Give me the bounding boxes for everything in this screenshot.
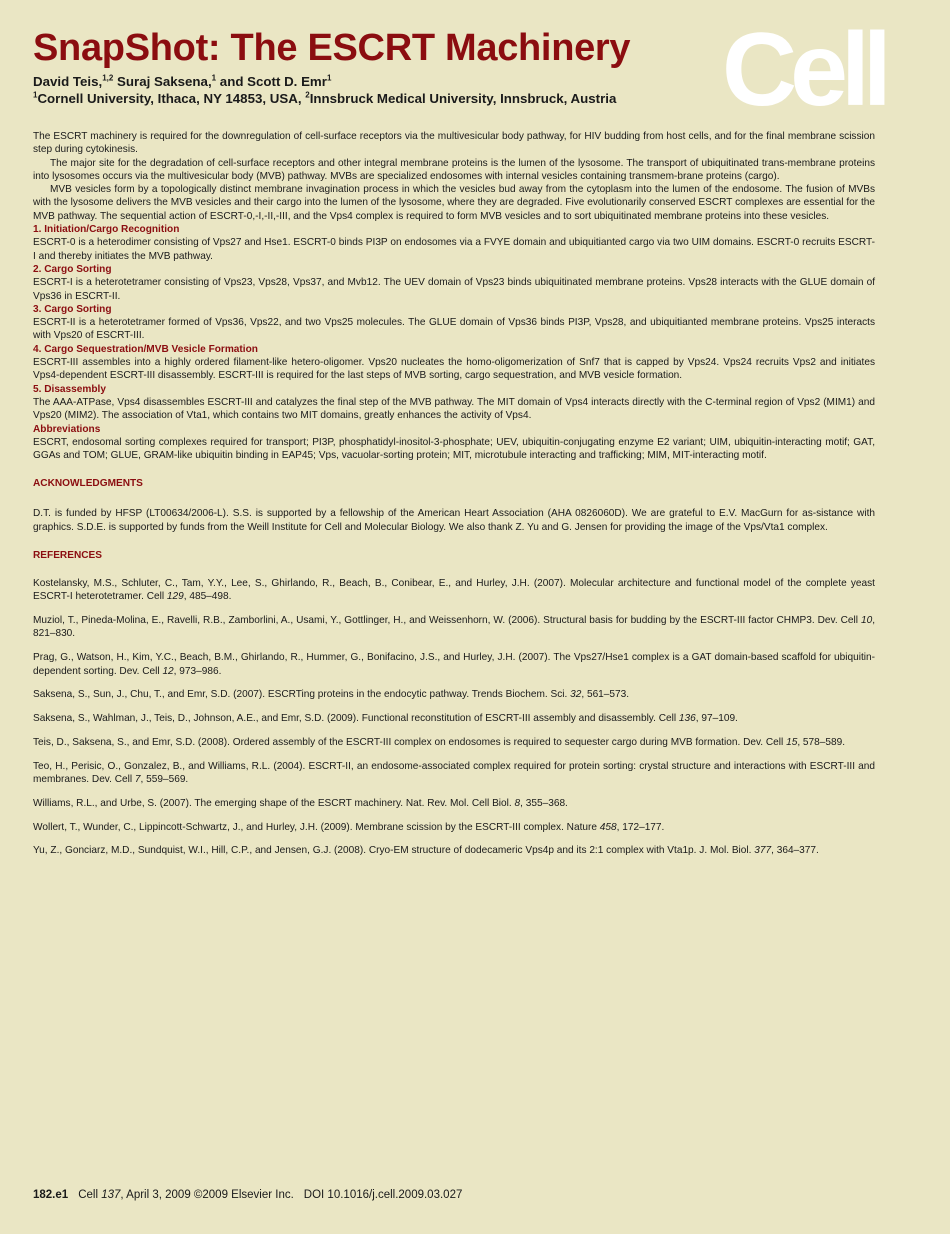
author-2: Suraj Saksena,: [113, 74, 212, 89]
author-3: and Scott D. Emr: [216, 74, 327, 89]
reference-item: Prag, G., Watson, H., Kim, Y.C., Beach, B.M., Ghirlando, R., Hummer, G., Bonifacino, J.S., and Hurley, J.H. (2007). The Vps27/Hse1 complex is a GAT domain-based scaffold for ubiquitin-dependent sorting. Dev. Cell 12, 973–986.: [33, 652, 875, 677]
author-3-affil: 1: [326, 73, 332, 83]
affil-1: Cornell University, Ithaca, NY 14853, USA,: [37, 91, 306, 106]
affil-2-marker: 2: [305, 90, 310, 100]
issue-date: , April 3, 2009 ©2009 Elsevier Inc.: [120, 1189, 294, 1201]
affil-2: Innsbruck Medical University, Innsbruck, Austria: [309, 91, 617, 106]
article: [33, 28, 875, 868]
references-heading: REFERENCES: [33, 550, 102, 562]
journal-name: Cell: [78, 1189, 102, 1201]
acknowledgments-heading: ACKNOWLEDGMENTS: [33, 478, 143, 490]
article-body: [33, 130, 875, 462]
reference-item: Muziol, T., Pineda-Molina, E., Ravelli, R.B., Zamborlini, A., Usami, Y., Gottlinger, H., and Weissenhorn, W. (2006). Structural basis for budding by the ESCRT-III factor CHMP3. Dev. Cell 10, 821–830.: [33, 615, 875, 640]
reference-item: Saksena, S., Sun, J., Chu, T., and Emr, S.D. (2007). ESCRTing proteins in the endocytic pathway. Trends Biochem. Sci. 32, 561–573.: [33, 689, 630, 701]
section-heading: 3. Cargo Sorting: [33, 303, 112, 315]
section-text: ESCRT, endosomal sorting complexes required for transport; PI3P, phosphatidyl-inositol-3-phosphate; UEV, ubiquitin-conjugating enzyme E2 variant; UIM, ubiquitin-interacting motif; GAT, GGAs and TOM; GLUE, GRAM-like ubiquitin binding in EAP45; Vps, vacuolar-sorting protein; MIT, microtubule interacting and trafficking; MIM, MIT-interacting motif.: [33, 436, 875, 462]
reference-item: Yu, Z., Gonciarz, M.D., Sundquist, W.I., Hill, C.P., and Jensen, G.J. (2008). Cryo-EM structure of dodecameric Vps4p and its 2:1 complex with Vta1p. J. Mol. Biol. 377, 364–377.: [33, 845, 819, 857]
reference-item: Saksena, S., Wahlman, J., Teis, D., Johnson, A.E., and Emr, S.D. (2009). Functional reconstitution of ESCRT-III assembly and disassembly. Cell 136, 97–109.: [33, 713, 738, 725]
reference-item: Williams, R.L., and Urbe, S. (2007). The emerging shape of the ESCRT machinery. Nat. Rev. Mol. Cell Biol. 8, 355–368.: [33, 797, 568, 809]
page-footer: [33, 1188, 462, 1202]
author-1-affil: 1,2: [102, 73, 114, 83]
authors: [33, 73, 875, 90]
reference-item: Wollert, T., Wunder, C., Lippincott-Schwartz, J., and Hurley, J.H. (2009). Membrane scission by the ESCRT-III complex. Nature 458, 172–177.: [33, 821, 665, 833]
reference-item: Teo, H., Perisic, O., Gonzalez, B., and Williams, R.L. (2004). ESCRT-II, an endosome-associated complex required for protein sorting: crystal structure and interactions with ESCRT-III and membranes. Dev. Cell 7, 559–569.: [33, 760, 875, 785]
affiliations: [33, 90, 875, 107]
author-2-affil: 1: [211, 73, 217, 83]
cell-logo: Cell: [722, 12, 885, 128]
acknowledgments-text: D.T. is funded by HFSP (LT00634/2006-L). S.S. is supported by a fellowship of the American Heart Association (AHA 0826060D). We are grateful to E.V. MacGurn for as-sistance with graphics. S.D.E. is supported by funds from the Weill Institute for Cell and Molecular Biology. We also thank Z. Yu and G. Jensen for providing the image of the Vps/Vta1 complex.: [33, 508, 875, 533]
affil-1-marker: 1: [33, 90, 38, 100]
intro-paragraph-1: The ESCRT machinery is required for the downregulation of cell-surface receptors via the multivesicular body pathway, for HIV budding from host cells, and for the final membrane scission step during cytokinesis.: [33, 131, 875, 156]
intro-paragraph-3: MVB vesicles form by a topologically distinct membrane invagination process in which the vesicles bud away from the cytoplasm into the lumen of the endosome. The fusion of MVBs with the lysosome delivers the MVB vesicles and their cargo into the lumen of the lysosome, where they are degraded. Five evolutionarily conserved ESCRT complexes are essential for the MVB pathway. The sequential action of ESCRT-0,-I,-II,-III, and the Vps4 complex is required to form MVB vesicles and to sort ubiquitinated membrane proteins into these vesicles.: [33, 184, 875, 222]
journal-volume: 137: [101, 1189, 121, 1201]
reference-list: [33, 577, 875, 858]
page-title: SnapShot: The ESCRT Machinery: [33, 27, 631, 69]
intro-paragraph-2: The major site for the degradation of cell-surface receptors and other integral membrane proteins is the lumen of the lysosome. The transport of ubiquitinated trans-membrane proteins into lysosomes occurs via the multivesicular body (MVB) pathway. MVBs are specialized endosomes with internal vesicles containing transmem-brane proteins (cargo).: [33, 157, 875, 182]
doi: DOI 10.1016/j.cell.2009.03.027: [303, 1189, 463, 1201]
author-1: David Teis,: [33, 74, 103, 89]
section-heading: 2. Cargo Sorting: [33, 263, 112, 275]
section-text: ESCRT-II is a heterotetramer formed of Vps36, Vps22, and two Vps25 molecules. The GLUE domain of Vps36 binds PI3P, Vps28, and ubiquitianted membrane proteins. Vps25 interacts with Vps20 of ESCRT-III.: [33, 317, 875, 342]
section-text: The AAA-ATPase, Vps4 disassembles ESCRT-III and catalyzes the final step of the MVB pathway. The MIT domain of Vps4 interacts directly with the C-terminal region of Vps2 (MIM1) and Vps20 (MIM2). The association of Vta1, which contains two MIT domains, greatly enhances the activity of Vps4.: [33, 396, 875, 422]
reference-item: Teis, D., Saksena, S., and Emr, S.D. (2008). Ordered assembly of the ESCRT-III complex on endosomes is required to sequester cargo during MVB formation. Dev. Cell 15, 578–589.: [33, 736, 846, 748]
section-heading: 4. Cargo Sequestration/MVB Vesicle Formation: [33, 343, 258, 355]
section-heading: 1. Initiation/Cargo Recognition: [33, 224, 180, 236]
reference-item: Kostelansky, M.S., Schluter, C., Tam, Y.Y., Lee, S., Ghirlando, R., Beach, B., Conibear, E., and Hurley, J.H. (2007). Molecular architecture and functional model of the complete yeast ESCRT-I heterotetramer. Cell 129, 485–498.: [33, 578, 875, 603]
section-heading: Abbreviations: [33, 423, 101, 435]
section-heading: 5. Disassembly: [33, 383, 106, 395]
section-text: ESCRT-I is a heterotetramer consisting of Vps23, Vps28, Vps37, and Mvb12. The UEV domain of Vps23 binds ubiquitinated membrane proteins. Vps28 interacts with the GLUE domain of Vps36 in ESCRT-II.: [33, 277, 875, 302]
section-text: ESCRT-0 is a heterodimer consisting of Vps27 and Hse1. ESCRT-0 binds PI3P on endosomes via a FVYE domain and ubiquitianted cargo via two UIM domains. ESCRT-0 recruits ESCRT-I and thereby initiates the MVB pathway.: [33, 237, 875, 262]
page-number: 182.e1: [33, 1189, 69, 1201]
section-text: ESCRT-III assembles into a highly ordered filament-like hetero-oligomer. Vps20 nucleates the homo-oligomerization of Snf7 that is capped by Vps24. Vps24 recruits Vps2 and initiates Vps4-dependent ESCRT-III disassembly. ESCRT-III is required for the last steps of MVB sorting, cargo sequestration, and MVB vesicle formation.: [33, 357, 875, 382]
